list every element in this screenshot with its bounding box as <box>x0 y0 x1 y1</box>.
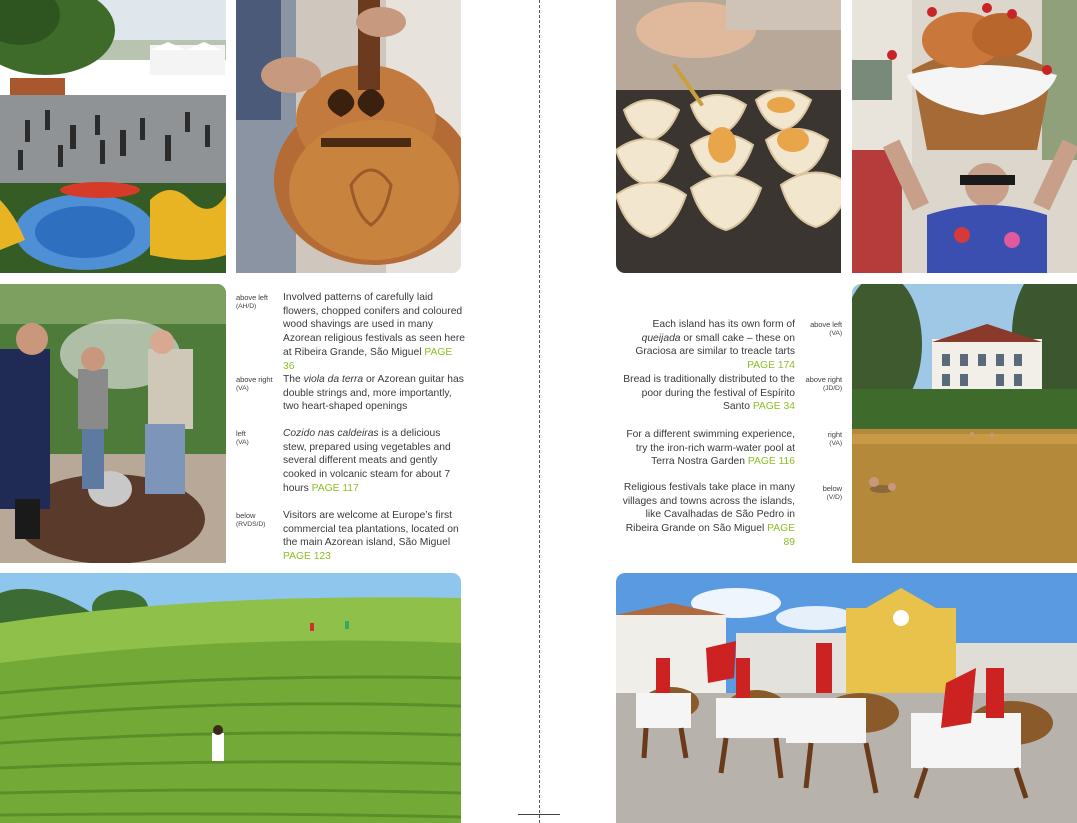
photo-viola-da-terra <box>236 0 461 273</box>
caption-credit: (VA) <box>829 439 842 447</box>
page-reference-link[interactable]: PAGE 36 <box>283 346 453 372</box>
caption-position-label: right <box>827 430 842 439</box>
caption-position-label: below <box>236 511 256 520</box>
photo-tea-plantation <box>0 573 461 823</box>
caption-position-label: above left <box>236 293 268 302</box>
caption-credit: (JD/D) <box>822 384 842 392</box>
photo-cavalhadas-sao-pedro <box>616 573 1077 823</box>
photo-flower-carpet-festival <box>0 0 226 273</box>
photo-cozido-nas-caldeiras <box>0 284 226 563</box>
caption-text: Visitors are welcome at Europe’s first commercial tea plantations, located on the main Azorean island, São Miguel PAGE 123 <box>283 510 459 563</box>
caption-text: Involved patterns of carefully laid flowers, chopped conifers and coloured wood shavings are used in many Azorean religious festivals as seen here at Ribeira Grande, São Miguel PAGE 36 <box>283 292 466 372</box>
page-reference-link[interactable]: PAGE 34 <box>752 401 795 413</box>
caption-credit: (AH/D) <box>236 302 257 310</box>
caption-text: Each island has its own form of queijada or small cake – these on Graciosa are similar to treacle tarts PAGE 174 <box>635 319 795 372</box>
caption-credit: (VA) <box>236 384 249 392</box>
page-fold-line <box>539 0 540 823</box>
caption-credit: (RVDS/D) <box>236 520 266 528</box>
photo-queijada-cakes <box>616 0 841 273</box>
page-fold-tick <box>518 814 560 815</box>
caption-text: Bread is traditionally distributed to the poor during the festival of Espírito Santo PAGE 34 <box>623 374 795 413</box>
photo-bread-basket-festival <box>852 0 1077 273</box>
page-reference-link[interactable]: PAGE 123 <box>283 551 331 563</box>
page-reference-link[interactable]: PAGE 174 <box>747 360 795 372</box>
page-reference-link[interactable]: PAGE 116 <box>747 456 795 468</box>
caption-credit: (VA) <box>236 438 249 446</box>
caption-credit: (V/D) <box>826 493 842 501</box>
caption-position-label: left <box>236 429 246 438</box>
photo-terra-nostra-pool <box>852 284 1077 563</box>
caption-credit: (VA) <box>829 329 842 337</box>
caption-text: Religious festivals take place in many villages and towns across the islands, like Cavalhadas de São Pedro in Ribeira Grande on São Miguel PAGE 89 <box>622 482 795 548</box>
caption-text: Cozido nas caldeiras is a delicious stew, prepared using vegetables and several different meats and gently cooked in volcanic steam for about 7 hours PAGE 117 <box>283 428 451 494</box>
caption-position-label: above right <box>805 375 842 384</box>
caption-text: The viola da terra or Azorean guitar has double strings and, more importantly, two heart-shaped openings <box>283 374 464 413</box>
caption-position-label: above left <box>810 320 842 329</box>
caption-position-label: below <box>822 484 842 493</box>
page-reference-link[interactable]: PAGE 89 <box>767 523 795 548</box>
caption-position-label: above right <box>236 375 273 384</box>
page-reference-link[interactable]: PAGE 117 <box>311 482 359 494</box>
caption-text: For a different swimming experience, try the iron-rich warm-water pool at Terra Nostra Garden PAGE 116 <box>626 429 795 468</box>
